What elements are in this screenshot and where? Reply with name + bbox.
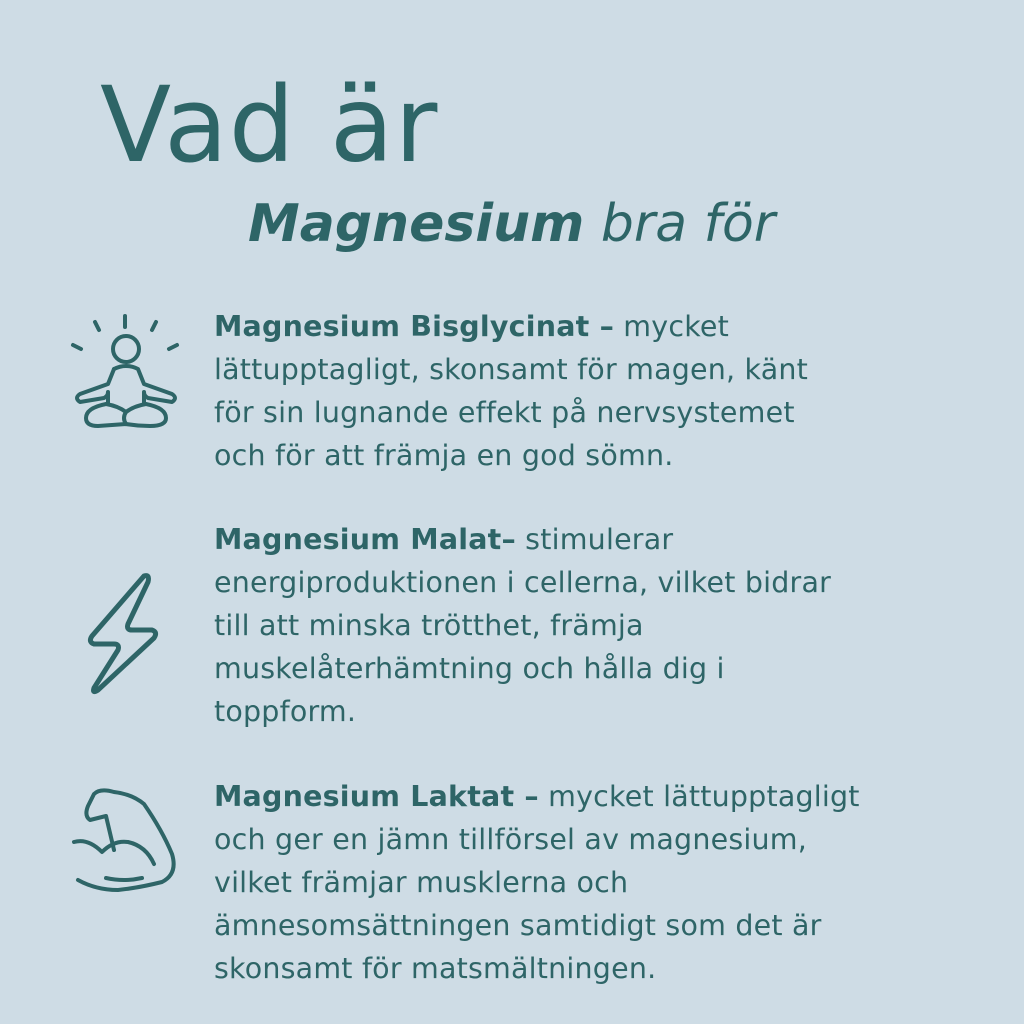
item-bisglycinat: [214, 305, 994, 477]
item-text: ämnesomsättningen samtidigt som det är: [214, 909, 822, 942]
item-text: vilket främjar musklerna och: [214, 866, 629, 899]
item-text: mycket: [614, 310, 730, 343]
item-text: energiproduktionen i cellerna, vilket bidrar: [214, 566, 832, 599]
item-name: Magnesium Malat–: [214, 523, 516, 556]
item-text: och för att främja en god sömn.: [214, 439, 674, 472]
item-text: lättupptagligt, skonsamt för magen, känt: [214, 353, 809, 386]
meditation-icon: [64, 308, 188, 436]
item-name: Magnesium Bisglycinat –: [214, 310, 615, 343]
title-rest: bra för: [584, 194, 776, 254]
item-text: muskelåterhämtning och hålla dig i: [214, 652, 725, 685]
item-laktat: [214, 775, 994, 990]
title-line-1: Vad är: [100, 64, 439, 186]
lightning-bolt-icon: [80, 568, 164, 698]
item-text: och ger en jämn tillförsel av magnesium,: [214, 823, 807, 856]
item-text: toppform.: [214, 695, 357, 728]
item-text: för sin lugnande effekt på nervsystemet: [214, 396, 795, 429]
flexed-bicep-icon: [66, 786, 182, 896]
title-magnesium: Magnesium: [248, 194, 585, 254]
item-text: skonsamt för matsmältningen.: [214, 952, 657, 985]
item-text: mycket lättupptagligt: [538, 780, 860, 813]
item-name: Magnesium Laktat –: [214, 780, 539, 813]
item-malat: [214, 518, 994, 733]
item-text: stimulerar: [515, 523, 674, 556]
item-text: till att minska trötthet, främja: [214, 609, 644, 642]
title-line-2: [248, 196, 775, 253]
